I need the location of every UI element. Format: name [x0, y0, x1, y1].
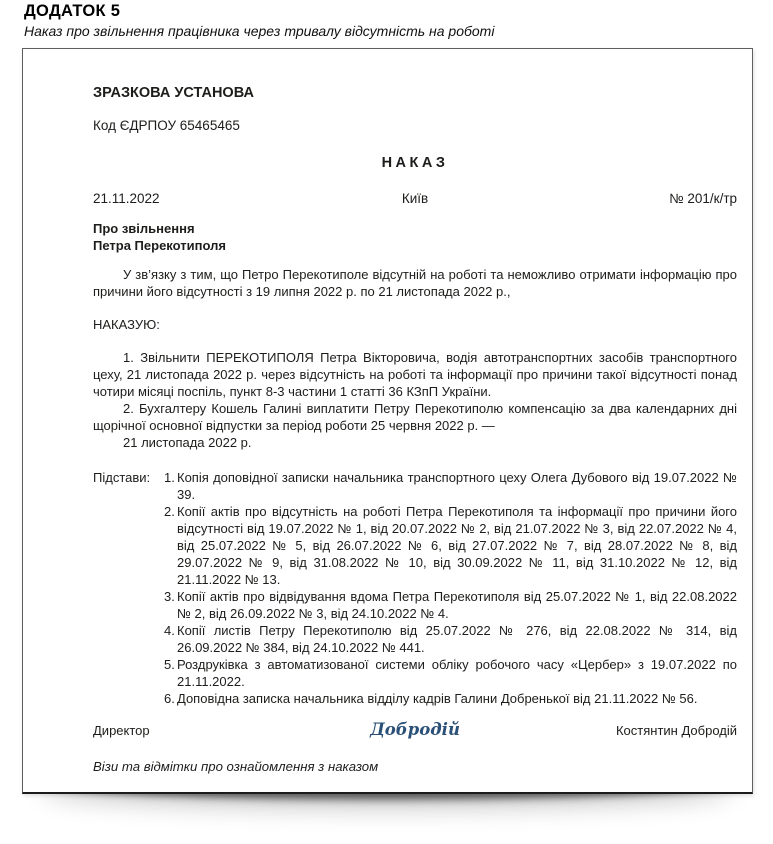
grounds-item-5-number: 5.: [164, 657, 175, 672]
document-page: [22, 48, 753, 794]
grounds-item-6-number: 6.: [164, 691, 175, 706]
order-date: 21.11.2022: [93, 191, 160, 206]
grounds-item-2: [164, 503, 737, 588]
grounds-item-2-number: 2.: [164, 504, 175, 519]
grounds-label: Підстави:: [93, 470, 151, 485]
order-item-2-text: Бухгалтеру Кошель Галині виплатити Петру Перекотиполю компенсацію за два календарних дні щорічної основної відпустки за період роботи 25 червня 2022 р. —: [93, 401, 737, 433]
order-item-1: [93, 349, 737, 400]
grounds-item-3: [164, 588, 737, 622]
grounds-item-4-text: Копії листів Петру Перекотиполю від 25.07.2022 № 276, від 22.08.2022 № 314, від 26.09.2022 № 384, від 24.10.2022 № 441.: [177, 623, 737, 655]
appendix-subtitle: Наказ про звільнення працівника через тривалу відсутність на роботі: [24, 23, 495, 39]
grounds-item-4: [164, 622, 737, 656]
order-item-1-text: Звільнити ПЕРЕКОТИПОЛЯ Петра Вікторовича, водія автотранспортних засобів транспортного цеху, 21 листопада 2022 р. через відсутність на роботі та інформації про причини такої відсутності понад чотири місяці поспіль, пункт 8-3 частини 1 статті 36 КЗпП України.: [93, 350, 737, 399]
order-city: Київ: [401, 191, 429, 206]
grounds-item-6-text: Доповідна записка начальника відділу кадрів Галини Добренької від 21.11.2022 № 56.: [177, 691, 698, 706]
grounds-item-1-number: 1.: [164, 470, 175, 485]
grounds-item-3-number: 3.: [164, 589, 175, 604]
grounds-item-5-text: Роздруківка з автоматизованої системи обліку робочого часу «Цербер» з 19.07.2022 по 21.11.2022.: [177, 657, 737, 689]
order-meta-row: [93, 190, 737, 207]
order-verb: НАКАЗУЮ:: [93, 317, 160, 332]
director-name: Костянтин Добродій: [615, 723, 738, 738]
subject-line-2: Петра Перекотиполя: [93, 238, 226, 253]
preamble-paragraph: У зв’язку з тим, що Петро Перекотиполе відсутній на роботі та неможливо отримати інформацію про причини його відсутності з 19 липня 2022 р. по 21 листопада 2022 р.,: [93, 267, 737, 299]
grounds-item-6: [164, 690, 737, 707]
order-item-2: [93, 400, 737, 434]
order-subject: [93, 220, 737, 254]
grounds-section: [93, 469, 737, 707]
appendix-title: ДОДАТОК 5: [24, 2, 121, 20]
subject-line-1: Про звільнення: [93, 221, 195, 236]
grounds-item-3-text: Копії актів про відвідування вдома Петра Перекотиполя від 25.07.2022 № 1, від 22.08.2022 № 2, від 26.09.2022 № 3, від 24.10.2022 № 4.: [177, 589, 737, 621]
order-item-1-number: 1.: [123, 350, 134, 365]
grounds-list: [164, 469, 737, 707]
order-item-2-number: 2.: [123, 401, 134, 416]
director-position-label: Директор: [93, 723, 150, 738]
appendix-header: [24, 0, 494, 39]
order-title: НАКАЗ: [381, 155, 449, 171]
director-handwritten-signature: Добродій: [370, 720, 460, 739]
edrpou-code: Код ЄДРПОУ 65465465: [93, 118, 240, 133]
grounds-item-2-text: Копії актів про відсутність на роботі Петра Перекотиполя та інформації про причини його відсутності від 19.07.2022 № 1, від 20.07.2022 № 2, від 21.07.2022 № 3, від 22.07.2022 № 4, від 25.07.2022 № 5, від 26.07.2022 № 6, від 27.07.2022 № 7, від 28.07.2022 № 8, від 29.07.2022 № 9, від 31.08.2022 № 10, від 30.09.2022 № 11, від 31.10.2022 № 12, від 21.11.2022 № 13.: [177, 504, 737, 587]
signature-row: [93, 721, 737, 739]
grounds-item-1-text: Копія доповідної записки начальника транспортного цеху Олега Дубового від 19.07.2022 № 39.: [177, 470, 737, 502]
organization-name: ЗРАЗКОВА УСТАНОВА: [93, 85, 254, 101]
order-number: № 201/к/тр: [669, 191, 738, 206]
visas-note: Візи та відмітки про ознайомлення з наказом: [93, 759, 379, 774]
grounds-item-5: [164, 656, 737, 690]
grounds-item-4-number: 4.: [164, 623, 175, 638]
grounds-item-1: [164, 469, 737, 503]
order-item-2-continuation: 21 листопада 2022 р.: [123, 435, 252, 450]
